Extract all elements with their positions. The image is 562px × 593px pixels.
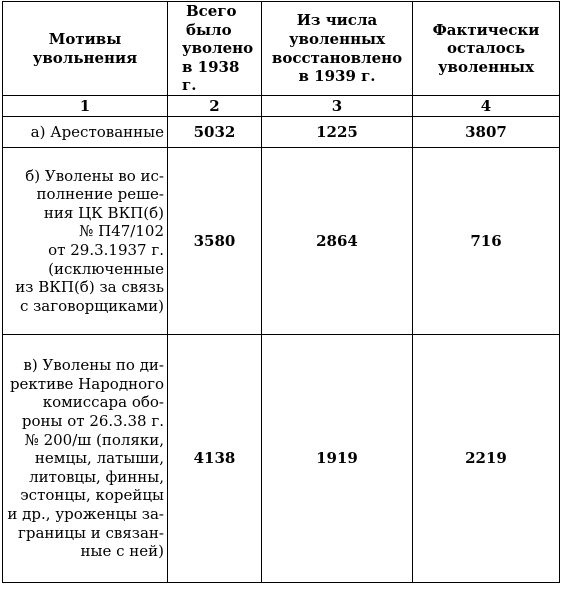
column-number-row	[3, 96, 560, 117]
header-restored-line: восстановлено	[271, 48, 403, 67]
row-label-line: № П47/102	[79, 222, 164, 241]
row-label-line: границы и связан-	[17, 523, 164, 542]
remaining-cell: 3807	[413, 117, 560, 148]
column-number: 2	[168, 96, 262, 117]
row-label-line: б) Уволены во ис-	[25, 166, 164, 185]
header-total-line: в 1938 г.	[182, 57, 240, 95]
header-motives-line: Мотивы	[48, 29, 122, 48]
row-label-line: в) Уволены по ди-	[23, 356, 164, 375]
row-label-line: эстонцы, корейцы	[20, 486, 164, 505]
row-label	[3, 148, 168, 335]
restored-1939-cell: 1919	[262, 335, 413, 583]
row-label-line: (исключенные	[48, 259, 164, 278]
row-label-line: ные с ней)	[80, 542, 164, 561]
total-1938-cell: 4138	[168, 335, 262, 583]
row-label-line: № 200/ш (поляки,	[24, 430, 164, 449]
row-label-line: из ВКП(б) за связь	[15, 278, 164, 297]
row-label-line: и др., уроженцы за-	[7, 504, 164, 523]
header-motives	[3, 2, 168, 96]
header-total-1938	[168, 2, 262, 96]
remaining-cell: 716	[413, 148, 560, 335]
header-total-line: Всего	[186, 2, 237, 21]
row-label-line: а) Арестованные	[30, 122, 164, 141]
header-restored-line: Из числа	[296, 11, 378, 30]
header-remaining-line: уволенных	[437, 57, 535, 76]
table-row	[3, 148, 560, 335]
row-label-line: комиссара обо-	[42, 393, 164, 412]
total-1938-cell: 5032	[168, 117, 262, 148]
column-number: 4	[413, 96, 560, 117]
row-label-line: литовцы, финны,	[29, 467, 164, 486]
row-label-line: рективе Народного	[9, 374, 164, 393]
column-number: 1	[3, 96, 168, 117]
restored-1939-cell: 2864	[262, 148, 413, 335]
header-row	[3, 2, 560, 96]
dismissal-table	[2, 1, 560, 583]
row-label-line: роны от 26.3.38 г.	[21, 412, 164, 431]
table-row	[3, 335, 560, 583]
remaining-cell: 2219	[413, 335, 560, 583]
column-number: 3	[262, 96, 413, 117]
row-label	[3, 117, 168, 148]
header-remaining	[413, 2, 560, 96]
row-label-line: от 29.3.1937 г.	[48, 241, 164, 259]
header-remaining-line: Фактически	[432, 20, 540, 39]
row-label-line: ния ЦК ВКП(б)	[43, 203, 164, 222]
header-total-line: было	[186, 20, 232, 39]
row-label	[3, 335, 168, 583]
header-restored-1939	[262, 2, 413, 96]
total-1938-cell: 3580	[168, 148, 262, 335]
header-remaining-line: осталось	[446, 39, 526, 58]
row-label-line: с заговорщиками)	[19, 296, 164, 315]
table-row	[3, 117, 560, 148]
restored-1939-cell: 1225	[262, 117, 413, 148]
row-label-line: полнение реше-	[36, 185, 164, 204]
header-restored-line: в 1939 г.	[298, 67, 376, 86]
header-restored-line: уволенных	[288, 29, 386, 48]
row-label-line: немцы, латыши,	[34, 449, 164, 468]
header-total-line: уволено	[182, 39, 254, 58]
header-motives-line: увольнения	[32, 48, 138, 67]
